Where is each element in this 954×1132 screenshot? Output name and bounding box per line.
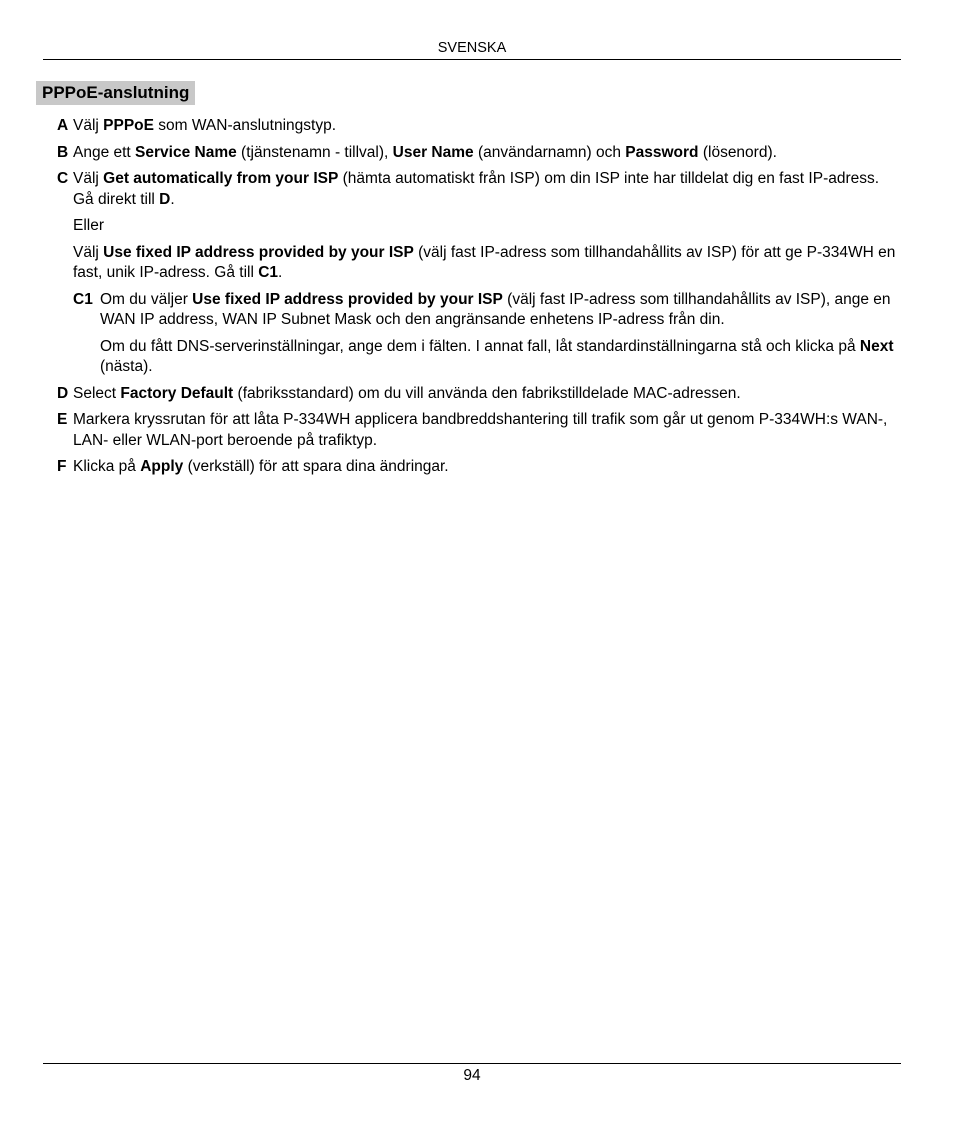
- step-label: B: [57, 143, 69, 161]
- step-label: C1: [73, 290, 93, 308]
- step-c1-dns: Om du fått DNS-serverinställningar, ange dem i fälten. I annat fall, låt standardinställningarna stå och klicka på Next (nästa).: [100, 337, 894, 375]
- option-get-automatically: Get automatically from your ISP: [103, 170, 339, 187]
- field-password: Password: [625, 143, 699, 161]
- field-user-name: User Name: [392, 143, 474, 161]
- step-f: F Klicka på Apply (verkställ) för att spara dina ändringar.: [57, 457, 902, 478]
- step-b: B Ange ett Service Name (tjänstenamn - tillval), User Name (användarnamn) och Password (lösenord).: [57, 143, 902, 164]
- next-button-ref: Next: [859, 337, 894, 355]
- step-e: E Markera kryssrutan för att låta P-334WH applicera bandbreddshantering till trafik som går ut genom P-334WH:s WAN-, LAN- eller WLAN-port beroende på trafiktyp.: [57, 411, 888, 449]
- step-d: D Select Factory Default (fabriksstandard) om du vill använda den fabrikstilldelade MAC-adressen.: [57, 384, 902, 405]
- step-label: A: [57, 117, 69, 134]
- page-footer: [43, 1063, 901, 1085]
- step-label: C: [57, 170, 69, 187]
- option-use-fixed-ip: Use fixed IP address provided by your ISP: [192, 290, 503, 308]
- or-text: Eller: [73, 217, 105, 234]
- instructions: [57, 116, 902, 484]
- step-c-alternative: Välj Use fixed IP address provided by your ISP (välj fast IP-adress som tillhandahållits av ISP) för att ge P-334WH en fast, unik IP-adress. Gå till C1.: [73, 243, 896, 281]
- section-title: PPPoE-anslutning: [36, 81, 195, 105]
- step-label: E: [57, 411, 68, 428]
- page-number: 94: [463, 1067, 481, 1084]
- option-factory-default: Factory Default: [120, 384, 234, 402]
- option-use-fixed-ip: Use fixed IP address provided by your ISP: [103, 243, 414, 261]
- step-label: F: [57, 458, 67, 475]
- field-service-name: Service Name: [135, 143, 237, 161]
- step-label: D: [57, 384, 69, 402]
- apply-button-ref: Apply: [140, 458, 184, 475]
- step-ref-d: D: [159, 190, 171, 208]
- header-language: SVENSKA: [437, 40, 507, 56]
- step-ref-c1: C1: [258, 264, 279, 281]
- page-header: [43, 40, 901, 60]
- step-c: C Välj Get automatically from your ISP (hämta automatiskt från ISP) om din ISP inte har tilldelat dig en fast IP-adress. Gå direkt till D.: [57, 170, 880, 208]
- option-pppoe: PPPoE: [103, 117, 154, 134]
- step-c1: C1 Om du väljer Use fixed IP address provided by your ISP (välj fast IP-adress som tillhandahållits av ISP), ange en WAN IP address, WAN IP Subnet Mask och den angränsande enhetens IP-adress från din.: [73, 290, 891, 328]
- step-a: A Välj PPPoE som WAN-anslutningstyp.: [57, 116, 902, 137]
